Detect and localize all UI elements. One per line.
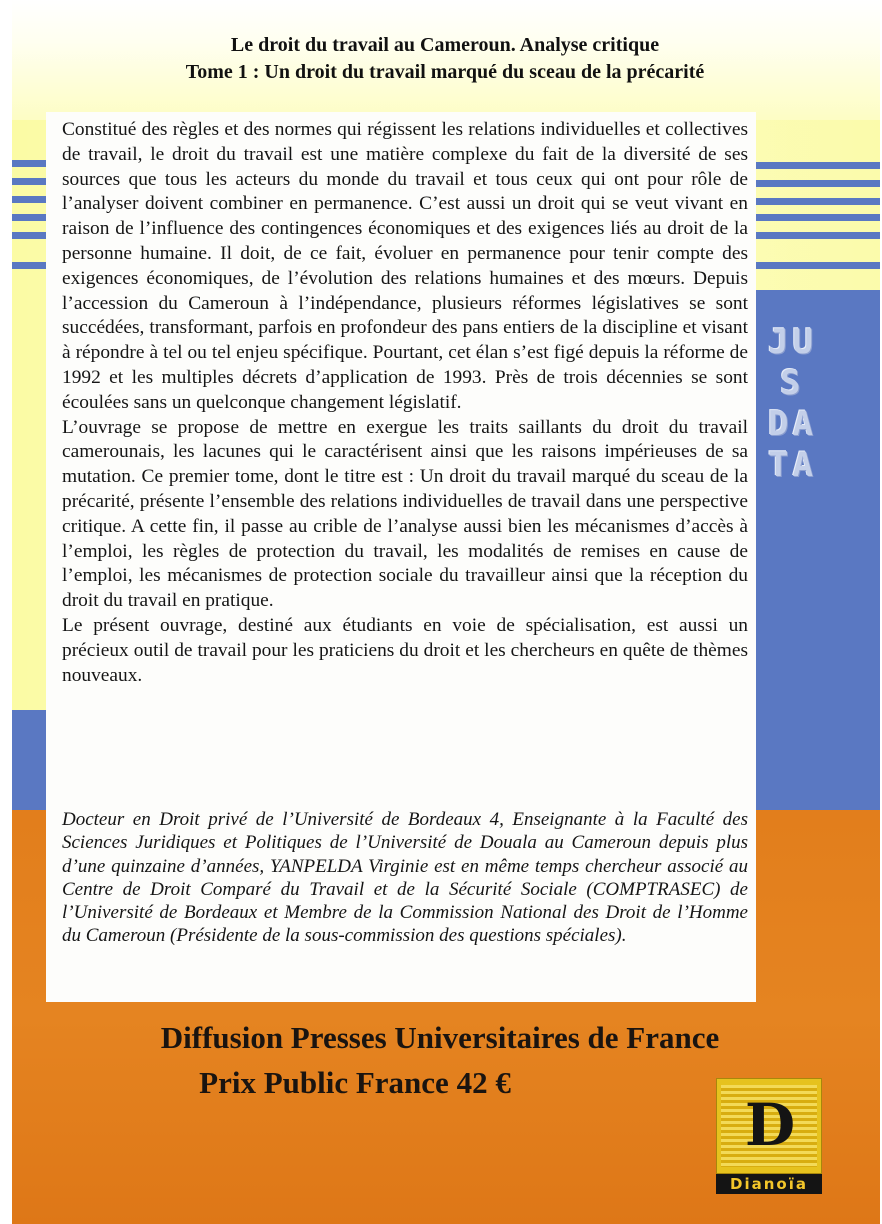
decor-stripe: [12, 160, 46, 167]
series-logo-line: S: [780, 363, 805, 403]
decor-stripe: [756, 232, 880, 239]
back-cover-text: [62, 118, 748, 688]
decor-stripe: [12, 196, 46, 203]
top-fade: [12, 0, 880, 120]
series-logo-line: TA: [768, 445, 817, 485]
decor-stripe: [756, 262, 880, 269]
jusdata-series-logo: [768, 322, 828, 486]
decor-stripe: [12, 178, 46, 185]
author-bio: Docteur en Droit privé de l’Université de Bordeaux 4, Enseignante à la Faculté des Sciences Juridiques et Politiques de l’Université de Douala au Cameroun depuis plus d’une quinzaine d’années, YANPELDA Virginie est en même temps chercheur associé au Centre de Droit Comparé du Travail et de la Sécurité Sociale (COMPTRASEC) de l’Université de Bordeaux et Membre de la Commission National des Droit de l’Homme du Cameroun (Présidente de la sous-commission des questions spéciales).: [62, 809, 748, 947]
diffusion-line: Diffusion Presses Universitaires de France: [160, 1020, 720, 1055]
price-line: Prix Public France 42 €: [199, 1065, 511, 1100]
body-paragraph: Le présent ouvrage, destiné aux étudiants en voie de spécialisation, est aussi un précieux outil de travail pour les praticiens du droit et les chercheurs en quête de thèmes nouveaux.: [62, 614, 748, 686]
logo-name: Dianoïa: [716, 1174, 822, 1194]
decor-stripe: [12, 214, 46, 221]
series-logo-line: JU: [768, 322, 817, 362]
decor-stripe: [756, 180, 880, 187]
book-subtitle: Tome 1 : Un droit du travail marqué du sceau de la précarité: [185, 61, 705, 83]
body-paragraph: L’ouvrage se propose de mettre en exergue les traits saillants du droit du travail camerounais, les lacunes qui le caractérisent ainsi que les raisons impérieuses de sa mutation. Ce premier tome, dont le titre est : Un droit du travail marqué du sceau de la précarité, présente l’ensemble des relations individuelles de travail dans une perspective critique. A cette fin, il passe au crible de l’analyse aussi bien les mécanismes d’accès à l’emploi, les règles de protection du travail, les modalités de remises en cause de l’emploi, les mécanismes de protection sociale du travailleur ainsi que la réception du droit du travail en pratique.: [62, 416, 748, 612]
decor-stripe: [756, 214, 880, 221]
logo-letter: D: [744, 1091, 796, 1159]
book-title: Le droit du travail au Cameroun. Analyse critique: [230, 34, 660, 56]
logo-emblem: [716, 1078, 822, 1174]
decor-stripe: [756, 198, 880, 205]
left-blue-band: [12, 710, 46, 810]
decor-stripe: [12, 262, 46, 269]
decor-stripe: [12, 232, 46, 239]
dianoia-logo: [716, 1078, 822, 1194]
body-paragraph: Constitué des règles et des normes qui régissent les relations individuelles et collectives de travail, le droit du travail est une matière complexe du fait de la diversité de ses sources que tous les acteurs du monde du travail et tous ceux qui ont pour rôle de l’analyser doivent combiner en permanence. C’est aussi un droit qui se veut vivant en raison de l’influence des contingences économiques et des exigences liés au droit de la personne humaine. Il doit, de ce fait, évoluer en permanence pour tenir compte des exigences économiques, de l’évolution des relations humaines et des mœurs. Depuis l’accession du Cameroun à l’indépendance, plusieurs réformes législatives se sont succédées, transformant, parfois en profondeur des pans entiers de la discipline et visant à répondre à tel ou tel enjeu spécifique. Pourtant, cet élan s’est figé depuis la réforme de 1992 et les multiples décrets d’application de 1993. Près de trois décennies se sont écoulées sans un quelconque changement législatif.: [62, 119, 748, 413]
decor-stripe: [756, 162, 880, 169]
series-logo-line: DA: [768, 404, 817, 444]
